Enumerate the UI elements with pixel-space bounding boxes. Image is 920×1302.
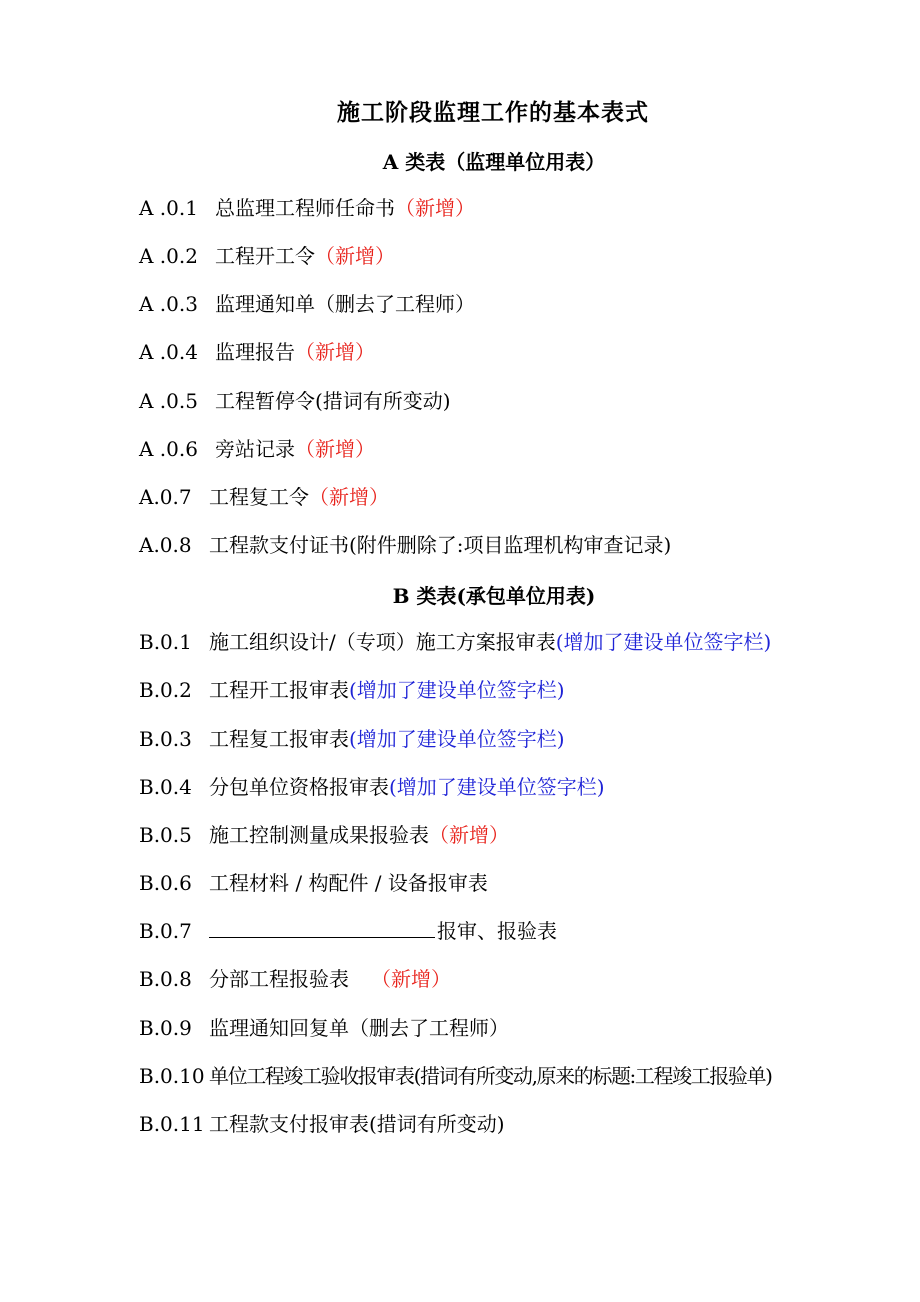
item-text: 工程开工报审表 xyxy=(209,678,349,702)
item-code: B.0.8 xyxy=(139,967,192,991)
section-b-heading: B 类表(承包单位用表) xyxy=(392,584,596,608)
list-item-b02 xyxy=(139,675,565,705)
item-code: B.0.5 xyxy=(139,823,192,847)
list-item-a03 xyxy=(139,289,475,319)
item-text: 总监理工程师任命书 xyxy=(215,196,395,220)
list-item-b04 xyxy=(139,772,605,802)
item-note: (增加了建设单位签字栏) xyxy=(349,727,565,751)
item-text: 监理通知单（删去了工程师） xyxy=(215,292,475,316)
item-note: （新增） xyxy=(371,967,451,991)
item-code: A .0.6 xyxy=(139,437,198,461)
item-note: （新增） xyxy=(429,823,509,847)
item-note: （新增） xyxy=(309,485,389,509)
item-text: 工程复工报审表 xyxy=(209,727,349,751)
item-code: A .0.5 xyxy=(139,389,198,413)
item-note: （新增） xyxy=(295,437,375,461)
list-item-a07 xyxy=(139,482,389,512)
item-note: (增加了建设单位签字栏) xyxy=(349,678,565,702)
list-item-a01 xyxy=(139,193,475,223)
list-item-a08 xyxy=(139,530,671,560)
list-item-a06 xyxy=(139,434,375,464)
item-text: 工程开工令 xyxy=(215,244,315,268)
page-title xyxy=(66,94,920,127)
item-code: B.0.6 xyxy=(139,871,192,895)
item-code: B.0.1 xyxy=(139,630,192,654)
item-note: （新增） xyxy=(295,340,375,364)
item-note: (增加了建设单位签字栏) xyxy=(555,630,772,654)
page-title-text: 施工阶段监理工作的基本表式 xyxy=(337,99,649,126)
item-text: 工程复工令 xyxy=(209,485,309,509)
item-code: B.0.2 xyxy=(139,678,192,702)
blank-line xyxy=(209,917,435,938)
item-text: 工程款支付证书(附件删除了:项目监理机构审查记录) xyxy=(209,533,672,557)
list-item-a05 xyxy=(139,386,451,416)
item-text: 工程暂停令(措词有所变动) xyxy=(215,389,451,413)
list-item-b05 xyxy=(139,820,509,850)
item-text: 施工控制测量成果报验表 xyxy=(209,823,429,847)
list-item-b09 xyxy=(139,1013,509,1043)
list-item-a02 xyxy=(139,241,395,271)
item-code: B.0.3 xyxy=(139,727,192,751)
item-text: 旁站记录 xyxy=(215,437,295,461)
list-item-b08 xyxy=(139,964,451,994)
item-text: 监理报告 xyxy=(215,340,295,364)
list-item-b11 xyxy=(139,1109,505,1139)
item-note: (增加了建设单位签字栏) xyxy=(389,775,605,799)
item-code: A.0.8 xyxy=(139,533,192,557)
section-a-heading: A 类表（监理单位用表） xyxy=(382,150,606,174)
item-code: B.0.10 xyxy=(139,1064,205,1088)
item-code: B.0.4 xyxy=(139,775,192,799)
list-item-b07 xyxy=(139,916,557,946)
list-item-b06 xyxy=(139,868,488,898)
item-text: 工程款支付报审表(措词有所变动) xyxy=(209,1112,505,1136)
list-item-b10 xyxy=(139,1061,772,1091)
list-item-b03 xyxy=(139,724,565,754)
item-text: 单位工程竣工验收报审表(措词有所变动,原来的标题:工程竣工报验单) xyxy=(209,1064,772,1088)
item-note: （新增） xyxy=(395,196,475,220)
item-code: B.0.9 xyxy=(139,1016,192,1040)
list-item-b01 xyxy=(139,627,771,657)
item-note: （新增） xyxy=(315,244,395,268)
item-text: 报审、报验表 xyxy=(437,919,557,943)
item-code: B.0.7 xyxy=(139,919,192,943)
item-code: A .0.1 xyxy=(139,196,198,220)
item-code: A .0.4 xyxy=(139,340,198,364)
item-text: 工程材料 / 构配件 / 设备报审表 xyxy=(209,871,488,895)
item-text: 分部工程报验表 xyxy=(209,967,349,991)
item-text: 分包单位资格报审表 xyxy=(209,775,389,799)
list-item-a04 xyxy=(139,337,375,367)
item-code: A .0.2 xyxy=(139,244,198,268)
item-code: B.0.11 xyxy=(139,1112,205,1136)
item-text: 监理通知回复单（删去了工程师） xyxy=(209,1016,509,1040)
item-code: A .0.3 xyxy=(139,292,198,316)
item-code: A.0.7 xyxy=(139,485,192,509)
item-text: 施工组织设计/（专项）施工方案报审表 xyxy=(209,630,556,654)
